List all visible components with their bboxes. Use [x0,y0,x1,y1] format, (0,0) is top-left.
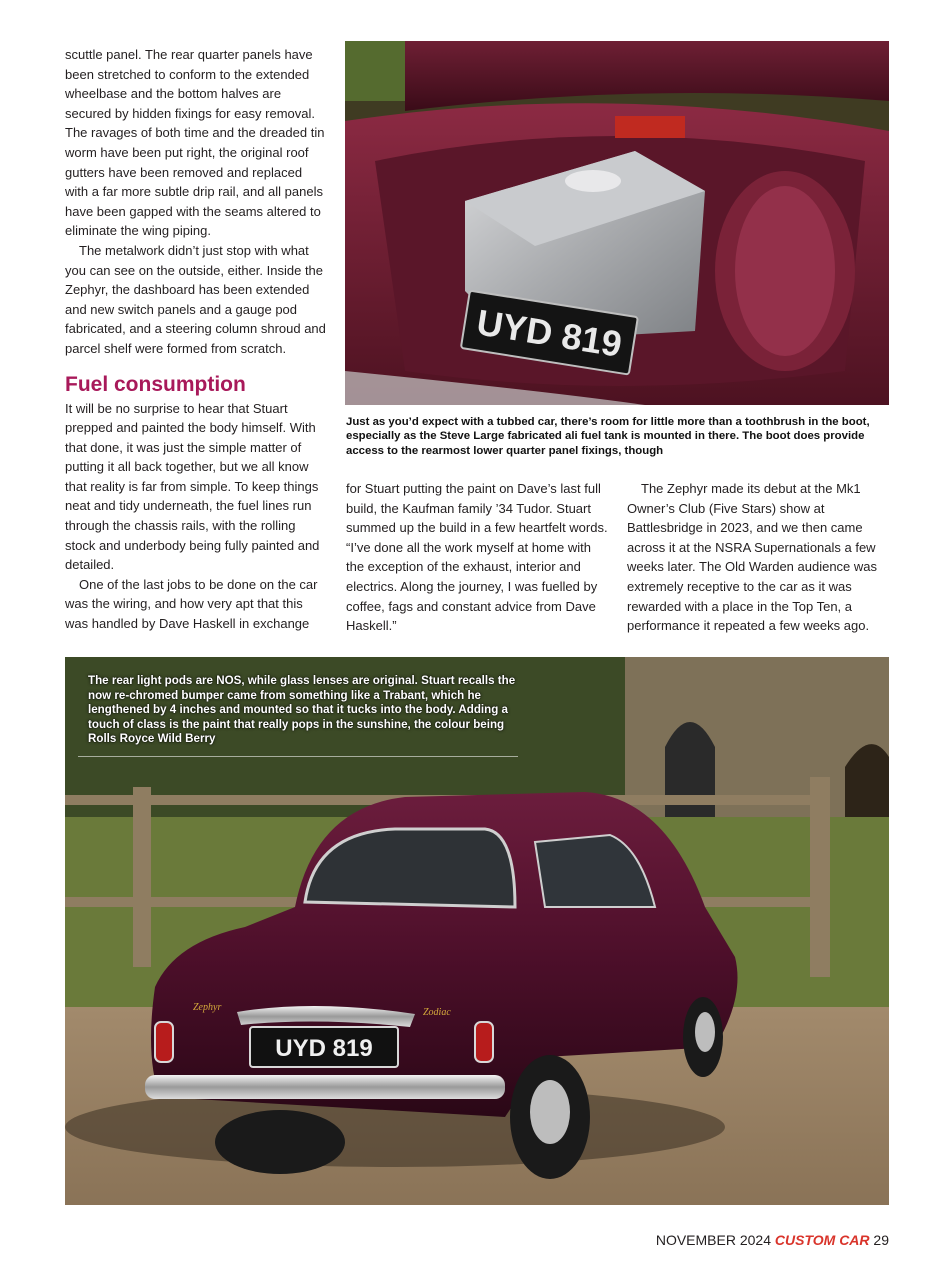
paragraph: It will be no surprise to hear that Stuart prepped and painted the body himself. With that done, it was just the simple matter of putting it all back together, but we all know that reality is far from simple. To keep things neat and tidy underneath, the fuel lines run through the chassis rails, with the rolling stock and underbody being fully painted and detailed. [65,400,320,573]
zodiac-badge: Zodiac [423,1007,451,1018]
number-plate-text: UYD 819 [473,301,625,365]
paragraph: for Stuart putting the paint on Dave’s last full build, the Kaufman family ’34 Tudor. Stuart summed up the build in a few heartfelt words. “I’ve done all the work myself at home with the exception of the exhaust, interior and electrics. Along the journey, I was fuelled by coffee, fags and constant advice from Dave Haskell.” [346,481,608,634]
text-column-1 [65,45,327,634]
paragraph: One of the last jobs to be done on the car was the wiring, and how very apt that this was handled by Dave Haskell in exchange [65,576,318,632]
zephyr-badge: Zephyr [193,1002,222,1013]
section-heading: Fuel consumption [65,372,246,396]
page-number: 29 [873,1232,889,1248]
page-footer [656,1232,889,1248]
text-column-2 [346,479,608,636]
magazine-name: CUSTOM CAR [774,1232,870,1248]
issue-date: NOVEMBER 2024 [655,1232,771,1248]
bottom-photo-caption: The rear light pods are NOS, while glass lenses are original. Stuart recalls the now re-chromed bumper came from something like a Trabant, which he lengthened by 4 inches and mounted so that it tucks into the body. Adding a touch of class is the paint that really pops in the sunshine, the colour being Rolls Royce Wild Berry [88,674,516,746]
top-photo-caption: Just as you’d expect with a tubbed car, there’s room for little more than a toothbrush in the boot, especially as the Steve Large fabricated ali fuel tank is mounted in there. The boot does provide access to the rearmost lower quarter panel fixings, though [346,416,870,457]
caption-rule [78,756,518,757]
paragraph: The metalwork didn’t just stop with what you can see on the outside, either. Inside the Zephyr, the dashboard has been extended and new switch panels and a gauge pod fabricated, and a steering column shroud and parcel shelf were formed from scratch. [65,242,326,356]
paragraph: The Zephyr made its debut at the Mk1 Owner’s Club (Five Stars) show at Battlesbridge in 2023, and we then came across it at the NSRA Supernationals a few weeks later. The Old Warden audience was extremely receptive to the car as it was rewarded with a place in the Top Ten, a performance it repeated a few weeks ago. [627,481,878,634]
text-column-3 [627,479,889,636]
paragraph: scuttle panel. The rear quarter panels have been stretched to conform to the extended wheelbase and the bottom halves are secured by hidden fixings for easy removal. The ravages of both time and the dreaded tin worm have been put right, the original roof gutters have been removed and replaced with a far more subtle drip rail, and all panels have been gapped with the seams altered to eliminate the wing piping. [65,47,325,239]
boot-fuel-tank-photo [345,41,889,405]
number-plate-text: UYD 819 [275,1035,373,1062]
